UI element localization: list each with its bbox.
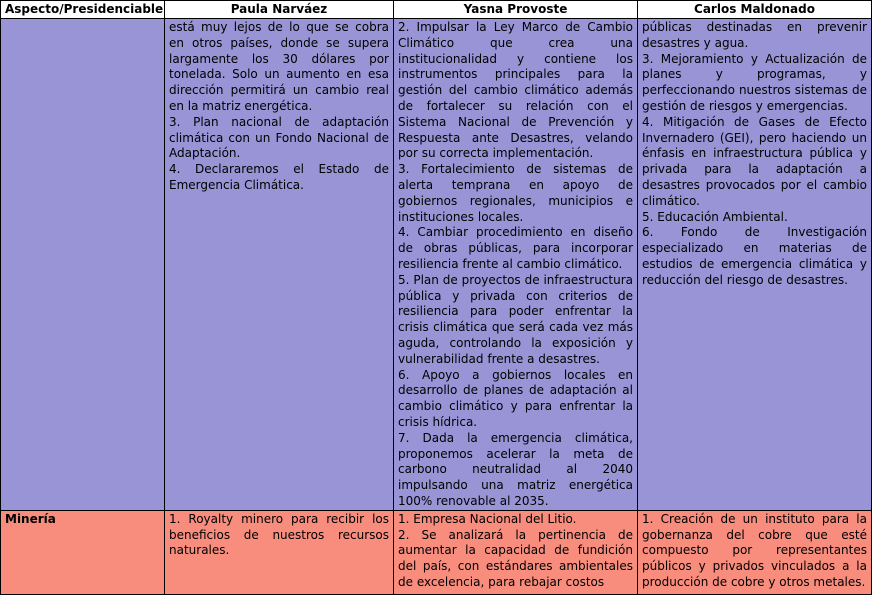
climate-maldonado-item: 4. Mitigación de Gases de Efecto Invernadero (GEI), pero haciendo un énfasis en infraestructura pública y privada para la adaptación a desastres provocados por el cambio climático. <box>642 114 867 208</box>
climate-provoste-item: 4. Cambiar procedimiento en diseño de obras públicas, para incorporar resiliencia frente al cambio climático. <box>398 225 633 271</box>
header-narvaez: Paula Narváez <box>165 1 394 19</box>
climate-narvaez-item: 3. Plan nacional de adaptación climática con un Fondo Nacional de Adaptación. <box>169 114 389 161</box>
mining-narvaez-cell <box>165 510 394 594</box>
climate-provoste-item: 5. Plan de proyectos de infraestructura pública y privada con criterios de resiliencia para poder enfrentar la crisis climática que será cada vez más aguda, controlando la exposición y vulnerabilidad frente a desastres. <box>398 272 633 366</box>
mining-maldonado-cell <box>638 510 872 594</box>
mining-provoste-cell <box>394 510 638 594</box>
climate-maldonado-item: públicas destinadas en prevenir desastres y agua. <box>642 20 867 50</box>
climate-provoste-item: 3. Fortalecimiento de sistemas de alerta temprana en apoyo de gobiernos regionales, municipios e instituciones locales. <box>398 162 633 224</box>
mining-aspect-cell: Minería <box>1 510 165 594</box>
climate-provoste-cell <box>394 19 638 511</box>
header-row <box>1 1 872 19</box>
climate-aspect-cell <box>1 19 165 511</box>
climate-maldonado-item: 5. Educación Ambiental. <box>642 209 788 224</box>
header-aspect: Aspecto/Presidenciable <box>1 1 165 19</box>
mining-provoste-item: 1. Empresa Nacional del Litio. <box>398 511 577 526</box>
climate-narvaez-item: está muy lejos de lo que se cobra en otros países, donde se supera largamente los 30 dólares por tonelada. Solo un aumento en esa dirección permitirá un cambio real en la matriz energética. <box>169 20 389 113</box>
climate-provoste-item: 7. Dada la emergencia climática, proponemos acelerar la meta de carbono neutralidad al 2040 impulsando una matriz energética 100% renovable al 2035. <box>398 430 633 508</box>
climate-provoste-item: 6. Apoyo a gobiernos locales en desarrollo de planes de adaptación al cambio climático y para enfrentar la crisis hídrica. <box>398 367 633 429</box>
climate-narvaez-item: 4. Declararemos el Estado de Emergencia Climática. <box>169 162 389 192</box>
climate-maldonado-item: 3. Mejoramiento y Actualización de planes y programas, y perfeccionando nuestros sistemas de gestión de riesgos y emergencias. <box>642 51 867 113</box>
climate-maldonado-item: 6. Fondo de Investigación especializado en materias de estudios de emergencia climática y reducción del riesgo de desastres. <box>642 225 867 287</box>
mining-provoste-item: 2. Se analizará la pertinencia de aumentar la capacidad de fundición del país, con estándares ambientales de excelencia, para rebajar costos <box>398 527 633 589</box>
climate-narvaez-cell <box>165 19 394 511</box>
header-maldonado: Carlos Maldonado <box>638 1 872 19</box>
header-provoste: Yasna Provoste <box>394 1 638 19</box>
mining-maldonado-item: 1. Creación de un instituto para la gobernanza del cobre que esté compuesto por representantes públicos y privados vinculados a la producción de cobre y otros metales. <box>642 511 867 589</box>
mining-row <box>1 510 872 594</box>
mining-narvaez-item: 1. Royalty minero para recibir los beneficios de nuestros recursos naturales. <box>169 511 389 558</box>
climate-row <box>1 19 872 511</box>
climate-provoste-item: 2. Impulsar la Ley Marco de Cambio Climático que crea una institucionalidad y contiene los instrumentos principales para la gestión del cambio climático además de fortalecer su relación con el Sistema Nacional de Prevención y Respuesta ante Desastres, velando por su correcta implementación. <box>398 20 633 161</box>
climate-maldonado-cell <box>638 19 872 511</box>
